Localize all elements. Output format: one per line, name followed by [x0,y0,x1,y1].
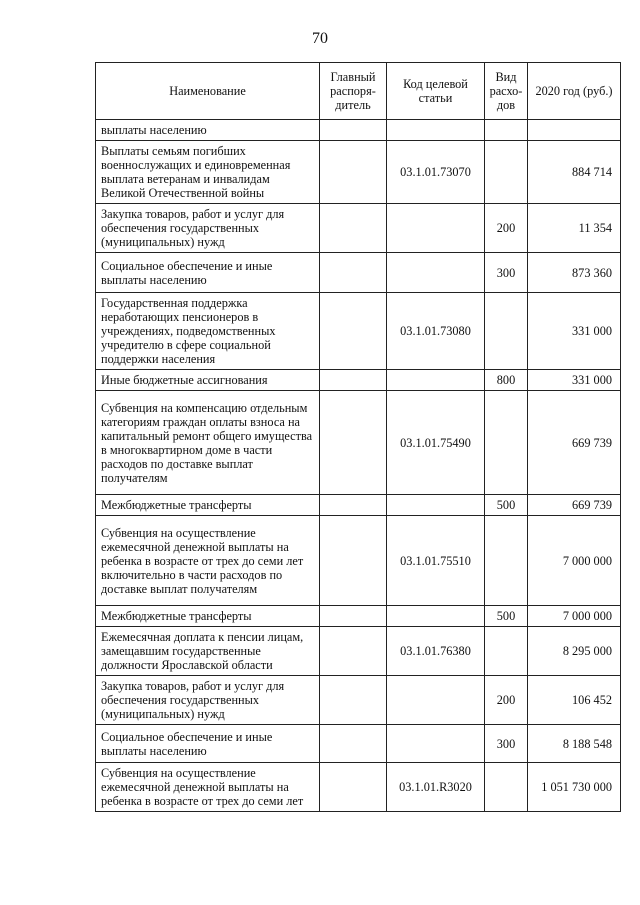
table-row [96,725,621,763]
row-expense-type: 500 [485,606,528,627]
row-amount: 331 000 [528,370,621,391]
row-target-code [387,676,485,725]
header-name: Наименование [96,63,320,120]
table-row [96,141,621,204]
row-target-code: 03.1.01.73070 [387,141,485,204]
row-target-code [387,370,485,391]
row-expense-type: 200 [485,676,528,725]
row-amount: 8 188 548 [528,725,621,763]
row-target-code: 03.1.01.75490 [387,391,485,495]
table-row [96,606,621,627]
row-target-code: 03.1.01.76380 [387,627,485,676]
table-row [96,120,621,141]
page-number: 70 [312,30,328,47]
row-target-code: 03.1.01.R3020 [387,763,485,812]
row-name: Выплаты семьям погибших военнослужащих и единовременная выплата ветеранам и инвалидам Великой Отечественной войны [96,141,320,204]
row-main-manager [320,120,387,141]
row-amount: 1 051 730 000 [528,763,621,812]
row-name: Закупка товаров, работ и услуг для обеспечения государственных (муниципальных) нужд [96,676,320,725]
row-target-code [387,204,485,253]
row-name: Межбюджетные трансферты [96,606,320,627]
row-target-code [387,495,485,516]
row-expense-type: 200 [485,204,528,253]
table-row [96,495,621,516]
row-amount [528,120,621,141]
table-row [96,516,621,606]
row-target-code [387,606,485,627]
row-target-code: 03.1.01.75510 [387,516,485,606]
row-main-manager [320,293,387,370]
row-main-manager [320,391,387,495]
row-expense-type: 300 [485,725,528,763]
table-row [96,676,621,725]
table-row [96,253,621,293]
row-expense-type [485,627,528,676]
row-name: выплаты населению [96,120,320,141]
table-header-row [96,63,621,120]
row-main-manager [320,204,387,253]
row-amount: 884 714 [528,141,621,204]
row-expense-type [485,391,528,495]
row-expense-type [485,120,528,141]
row-expense-type: 800 [485,370,528,391]
row-target-code [387,120,485,141]
row-main-manager [320,725,387,763]
row-target-code [387,253,485,293]
row-main-manager [320,516,387,606]
row-expense-type: 300 [485,253,528,293]
header-target-code: Код целевой статьи [387,63,485,120]
row-target-code: 03.1.01.73080 [387,293,485,370]
row-amount: 106 452 [528,676,621,725]
header-amount: 2020 год (руб.) [528,63,621,120]
row-main-manager [320,370,387,391]
table-row [96,293,621,370]
row-name: Социальное обеспечение и иные выплаты населению [96,725,320,763]
row-name: Субвенция на осуществление ежемесячной денежной выплаты на ребенка в возрасте от трех до семи лет [96,763,320,812]
table-row [96,391,621,495]
row-amount: 331 000 [528,293,621,370]
row-main-manager [320,141,387,204]
row-amount: 7 000 000 [528,606,621,627]
table-row [96,627,621,676]
table-row [96,204,621,253]
row-name: Социальное обеспечение и иные выплаты населению [96,253,320,293]
row-name: Субвенция на осуществление ежемесячной денежной выплаты на ребенка в возрасте от трех до семи лет включительно в части расходов по доставке выплат получателям [96,516,320,606]
row-expense-type [485,293,528,370]
budget-table [95,62,621,812]
row-name: Государственная поддержка неработающих пенсионеров в учреждениях, подведомственных учредителю в сфере социальной поддержки населения [96,293,320,370]
row-main-manager [320,676,387,725]
row-amount: 669 739 [528,391,621,495]
row-main-manager [320,627,387,676]
table-row [96,370,621,391]
row-amount: 669 739 [528,495,621,516]
header-expense-type: Вид расхо-дов [485,63,528,120]
table-row [96,763,621,812]
row-expense-type [485,141,528,204]
header-main-manager: Главный распоря-дитель [320,63,387,120]
row-expense-type [485,763,528,812]
row-main-manager [320,763,387,812]
row-target-code [387,725,485,763]
row-name: Ежемесячная доплата к пенсии лицам, замещавшим государственные должности Ярославской области [96,627,320,676]
row-expense-type [485,516,528,606]
row-name: Межбюджетные трансферты [96,495,320,516]
row-main-manager [320,495,387,516]
row-expense-type: 500 [485,495,528,516]
row-main-manager [320,606,387,627]
row-name: Закупка товаров, работ и услуг для обеспечения государственных (муниципальных) нужд [96,204,320,253]
row-amount: 7 000 000 [528,516,621,606]
row-name: Иные бюджетные ассигнования [96,370,320,391]
row-amount: 873 360 [528,253,621,293]
row-amount: 8 295 000 [528,627,621,676]
table-body [96,120,621,812]
row-main-manager [320,253,387,293]
row-amount: 11 354 [528,204,621,253]
row-name: Субвенция на компенсацию отдельным категориям граждан оплаты взноса на капитальный ремонт общего имущества в многоквартирном доме в части расходов по доставке выплат получателям [96,391,320,495]
